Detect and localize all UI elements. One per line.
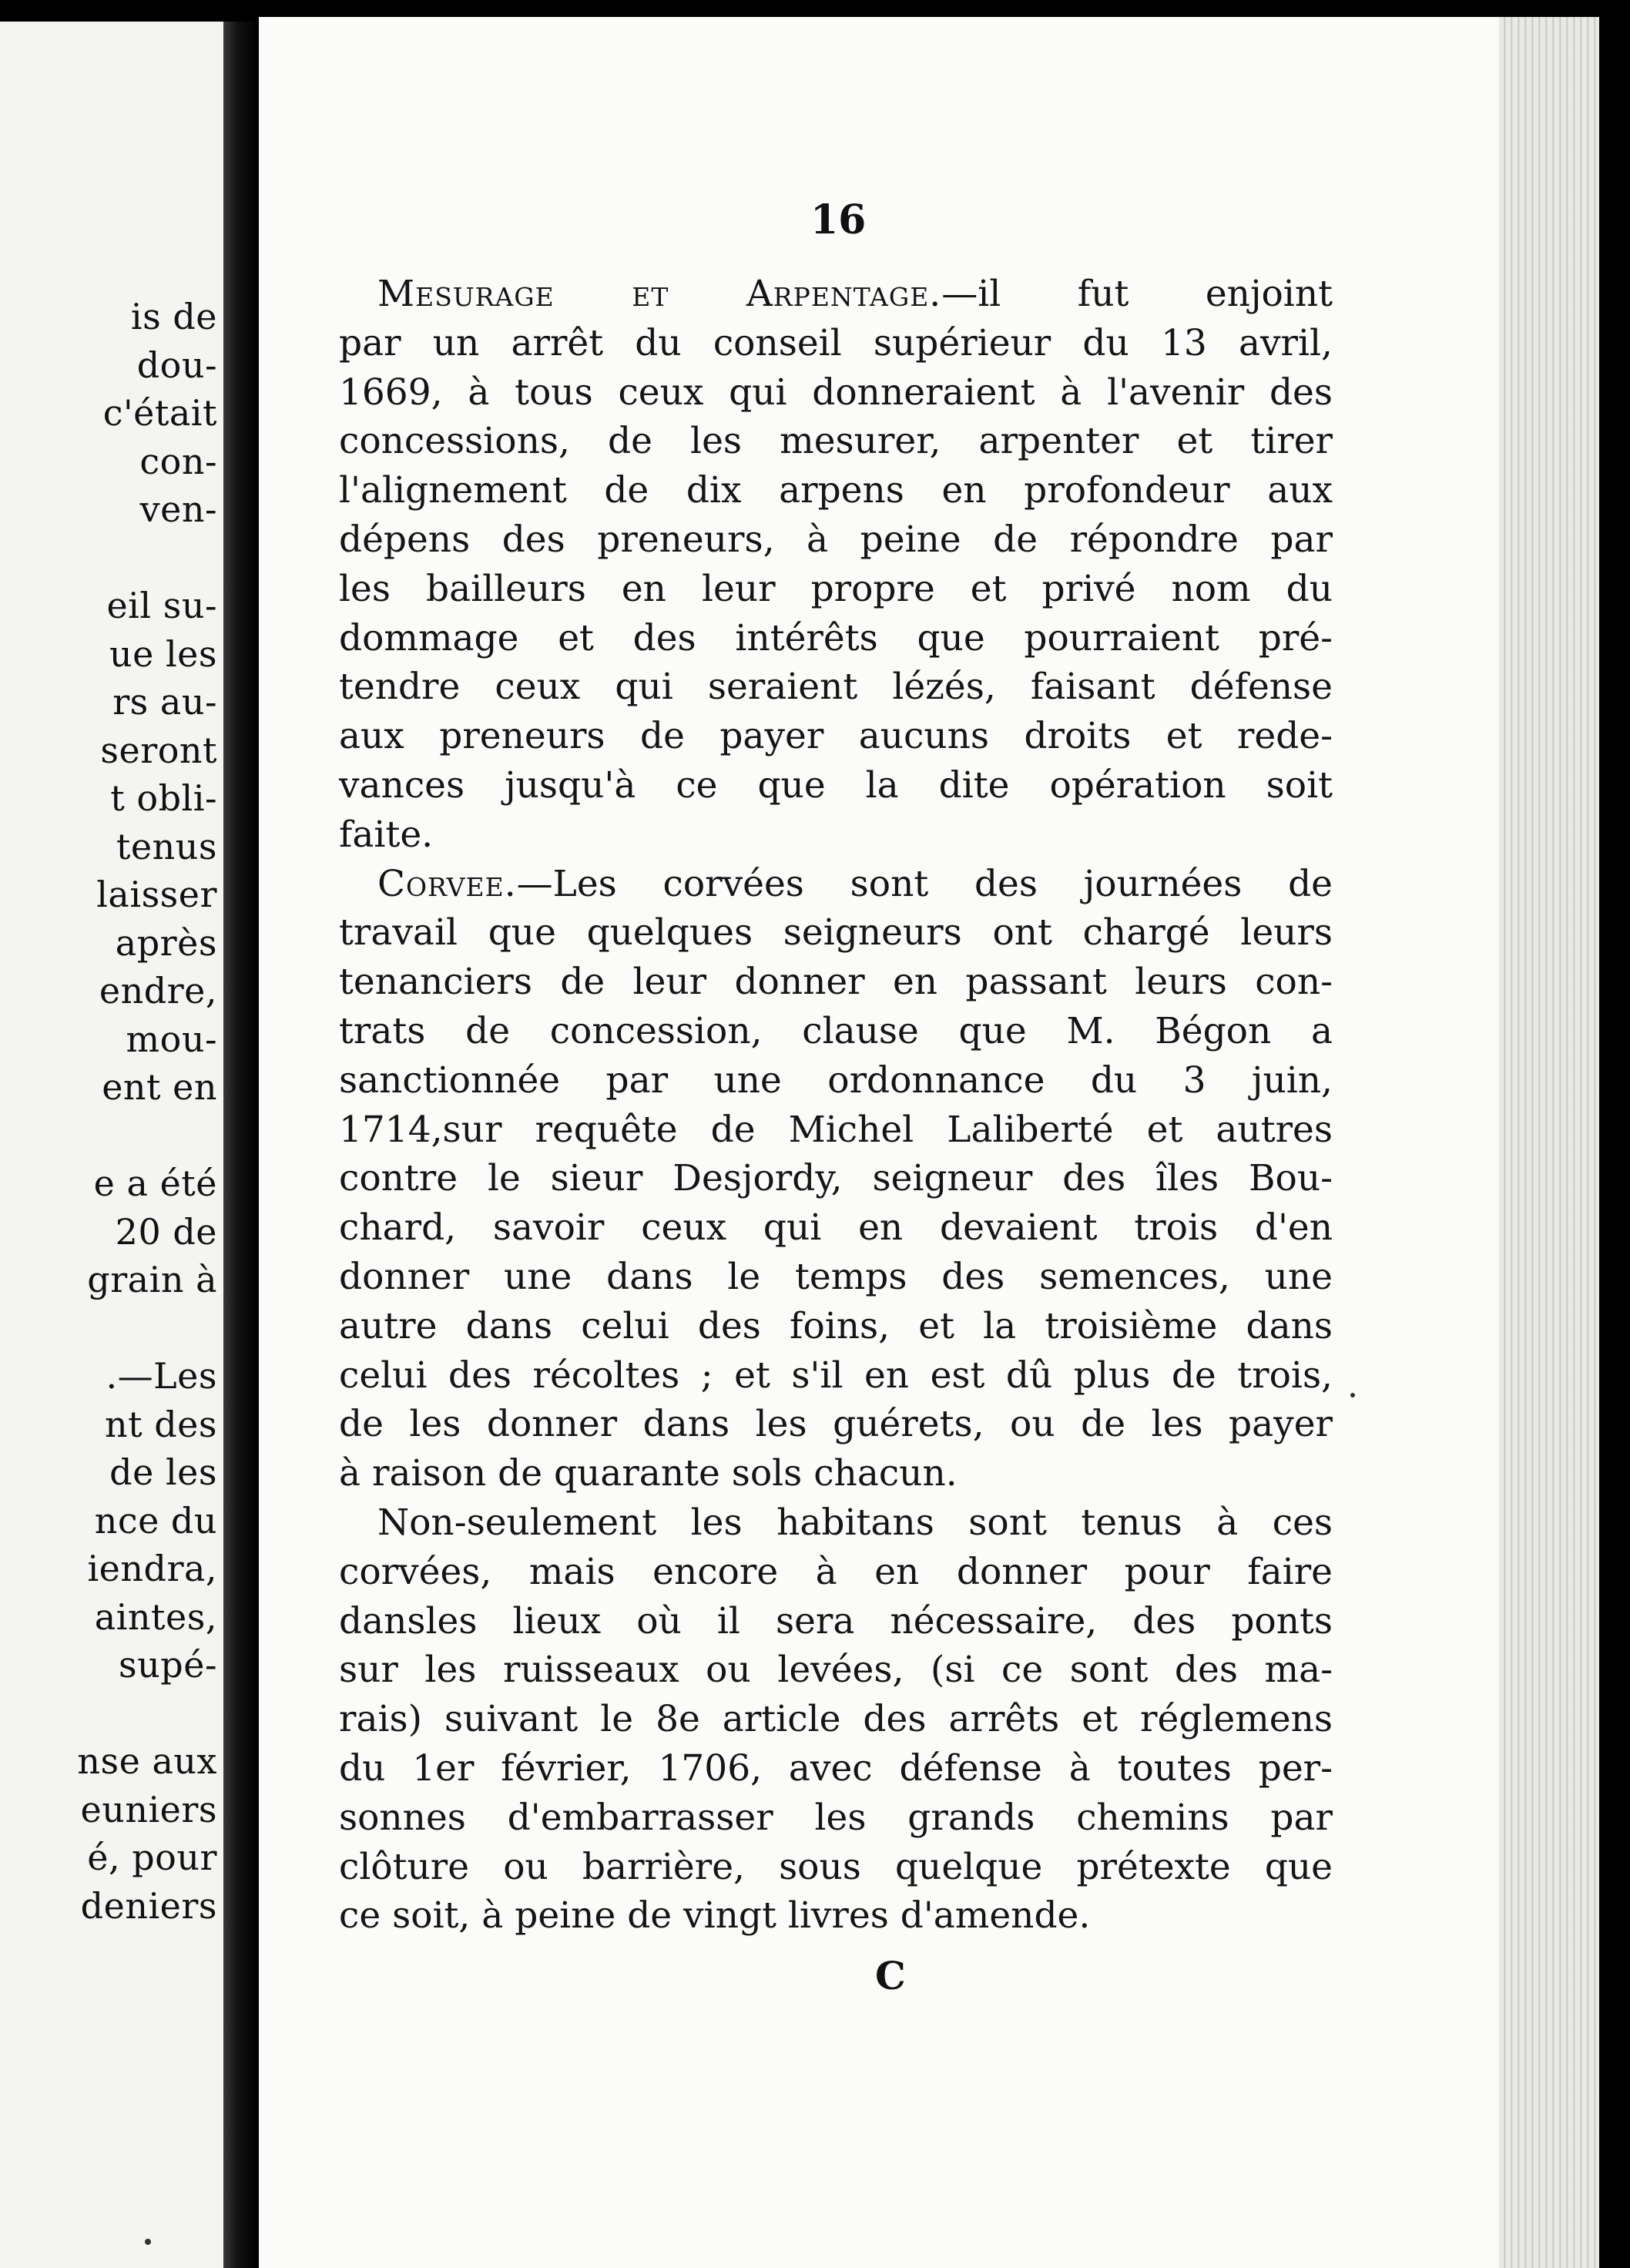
text-line (339, 1891, 1333, 1941)
text-line (339, 368, 1333, 418)
previous-page-line: nce du (94, 1499, 217, 1542)
previous-page-line: is de (130, 296, 217, 337)
section-heading: Corvee. (377, 862, 517, 905)
text-line (339, 1843, 1333, 1892)
line-text: celui des récoltes ; et s'il en est dû plus de trois, (339, 1354, 1333, 1397)
previous-page-line: é, pour (87, 1837, 217, 1878)
previous-page-line: ent en (102, 1066, 217, 1108)
previous-page-line: dou- (136, 344, 217, 386)
line-text: 1669, à tous ceux qui donneraient à l'avenir des (339, 371, 1333, 414)
scan-speck (145, 2239, 151, 2245)
previous-page-line: grain à (87, 1259, 217, 1300)
signature-mark: C (875, 1953, 906, 1998)
text-line (339, 515, 1333, 565)
previous-page-line (0, 534, 217, 582)
text-line (339, 1056, 1333, 1105)
previous-page-line: supé- (119, 1644, 217, 1686)
previous-page-line: de les (109, 1451, 217, 1493)
line-text: donner une dans le temps des semences, une (339, 1255, 1333, 1298)
text-line (339, 270, 1333, 319)
text-line (339, 466, 1333, 515)
line-text: corvées, mais encore à en donner pour faire (339, 1550, 1333, 1593)
paragraph (339, 1498, 1333, 1941)
line-text: du 1er février, 1706, avec défense à toutes per- (339, 1746, 1333, 1790)
line-text: aux preneurs de payer aucuns droits et rede- (339, 715, 1333, 758)
text-line (339, 1351, 1333, 1401)
line-text: de les donner dans les guérets, ou de les payer (339, 1403, 1333, 1446)
previous-page-line: con- (139, 440, 217, 482)
line-text: à raison de quarante sols chacun. (339, 1452, 958, 1495)
previous-page-line: e a été (93, 1163, 217, 1204)
text-line (339, 663, 1333, 712)
line-text: travail que quelques seigneurs ont chargé leurs (339, 911, 1333, 955)
text-line (339, 1302, 1333, 1351)
line-text: chard, savoir ceux qui en devaient trois d'en (339, 1206, 1333, 1250)
line-text: dansles lieux où il sera nécessaire, des ponts (339, 1599, 1333, 1642)
text-line (339, 1695, 1333, 1744)
text-line (339, 1449, 1333, 1498)
previous-page-line: aintes, (94, 1595, 217, 1638)
text-line (339, 958, 1333, 1007)
previous-page-line: .—Les (106, 1355, 217, 1397)
line-text: vances jusqu'à ce que la dite opération soit (339, 763, 1333, 807)
text-line (339, 810, 1333, 860)
paragraph (339, 270, 1333, 860)
section-heading: Mesurage et Arpentage. (377, 273, 942, 315)
page-edges (1499, 17, 1599, 2268)
line-text: faite. (339, 813, 434, 856)
scan-speck (1350, 1393, 1355, 1397)
text-line (339, 1253, 1333, 1302)
text-line (339, 319, 1333, 368)
previous-page-line: mou- (126, 1018, 217, 1060)
line-text: rais) suivant le 8e article des arrêts et réglemens (339, 1698, 1333, 1741)
previous-page-line (0, 1689, 217, 1738)
text-line (339, 1744, 1333, 1793)
previous-page-text (0, 293, 217, 1930)
previous-page-line (0, 1304, 217, 1353)
previous-page-line: nt des (104, 1403, 217, 1445)
line-text: sonnes d'embarrasser les grands chemins par (339, 1796, 1333, 1839)
line-text: dommage et des intérêts que pourraient pré- (339, 616, 1333, 659)
previous-page-line: 20 de (115, 1210, 217, 1253)
line-text: tenanciers de leur donner en passant leurs con- (339, 961, 1333, 1004)
text-line (339, 1154, 1333, 1203)
text-line (339, 1203, 1333, 1253)
text-line (339, 565, 1333, 614)
previous-page-line: c'était (102, 392, 217, 434)
line-text: ce soit, à peine de vingt livres d'amende. (339, 1894, 1091, 1938)
text-line (339, 1105, 1333, 1155)
previous-page-line: euniers (80, 1788, 217, 1830)
previous-page-line: rs au- (112, 681, 217, 723)
line-text: Non-seulement les habitans sont tenus à ces (377, 1501, 1333, 1544)
text-line (339, 1498, 1333, 1548)
previous-page-line: t obli- (110, 777, 217, 819)
line-text: contre le sieur Desjordy, seigneur des îles Bou- (339, 1157, 1333, 1200)
line-text: sanctionnée par une ordonnance du 3 juin, (339, 1059, 1333, 1102)
line-text: —il fut enjoint (941, 273, 1333, 315)
previous-page-line: ue les (109, 632, 217, 675)
line-text: clôture ou barrière, sous quelque prétexte que (339, 1845, 1333, 1888)
text-line (339, 1646, 1333, 1695)
text-line (339, 1400, 1333, 1449)
previous-page-line: endre, (99, 970, 217, 1012)
previous-page-line: nse aux (77, 1740, 217, 1782)
text-line (339, 1007, 1333, 1056)
previous-page-line: seront (100, 729, 217, 771)
previous-page-line: iendra, (87, 1548, 217, 1589)
page-body-text (339, 270, 1333, 1941)
text-line (339, 614, 1333, 663)
line-text: tendre ceux qui seraient lézés, faisant défense (339, 666, 1333, 709)
previous-page-line: deniers (80, 1884, 217, 1927)
line-text: trats de concession, clause que M. Bégon a (339, 1009, 1333, 1052)
previous-page-fragment (0, 22, 223, 2268)
previous-page-line: laisser (96, 874, 217, 915)
previous-page-line: tenus (116, 825, 217, 867)
line-text: les bailleurs en leur propre et privé nom du (339, 567, 1333, 610)
line-text: 1714,sur requête de Michel Laliberté et autres (339, 1108, 1333, 1151)
previous-page-line: eil su- (106, 585, 217, 626)
line-text: concessions, de les mesurer, arpenter et tirer (339, 420, 1333, 463)
text-line (339, 908, 1333, 958)
text-line (339, 712, 1333, 761)
text-line (339, 1597, 1333, 1646)
text-line (339, 761, 1333, 810)
page-number: 16 (810, 196, 867, 243)
line-text: —Les corvées sont des journées de (516, 862, 1333, 905)
line-text: dépens des preneurs, à peine de répondre par (339, 518, 1333, 561)
line-text: sur les ruisseaux ou levées, (si ce sont des ma- (339, 1649, 1333, 1692)
book-gutter (223, 22, 259, 2268)
previous-page-line (0, 1112, 217, 1160)
previous-page-line: ven- (139, 488, 217, 530)
line-text: autre dans celui des foins, et la troisième dans (339, 1304, 1333, 1347)
scan-frame-right (1599, 17, 1630, 2268)
previous-page-line: après (115, 921, 217, 964)
line-text: par un arrêt du conseil supérieur du 13 avril, (339, 321, 1333, 364)
text-line (339, 417, 1333, 466)
text-line (339, 860, 1333, 909)
line-text: l'alignement de dix arpens en profondeur aux (339, 469, 1333, 512)
text-line (339, 1548, 1333, 1597)
text-line (339, 1793, 1333, 1843)
paragraph (339, 860, 1333, 1498)
